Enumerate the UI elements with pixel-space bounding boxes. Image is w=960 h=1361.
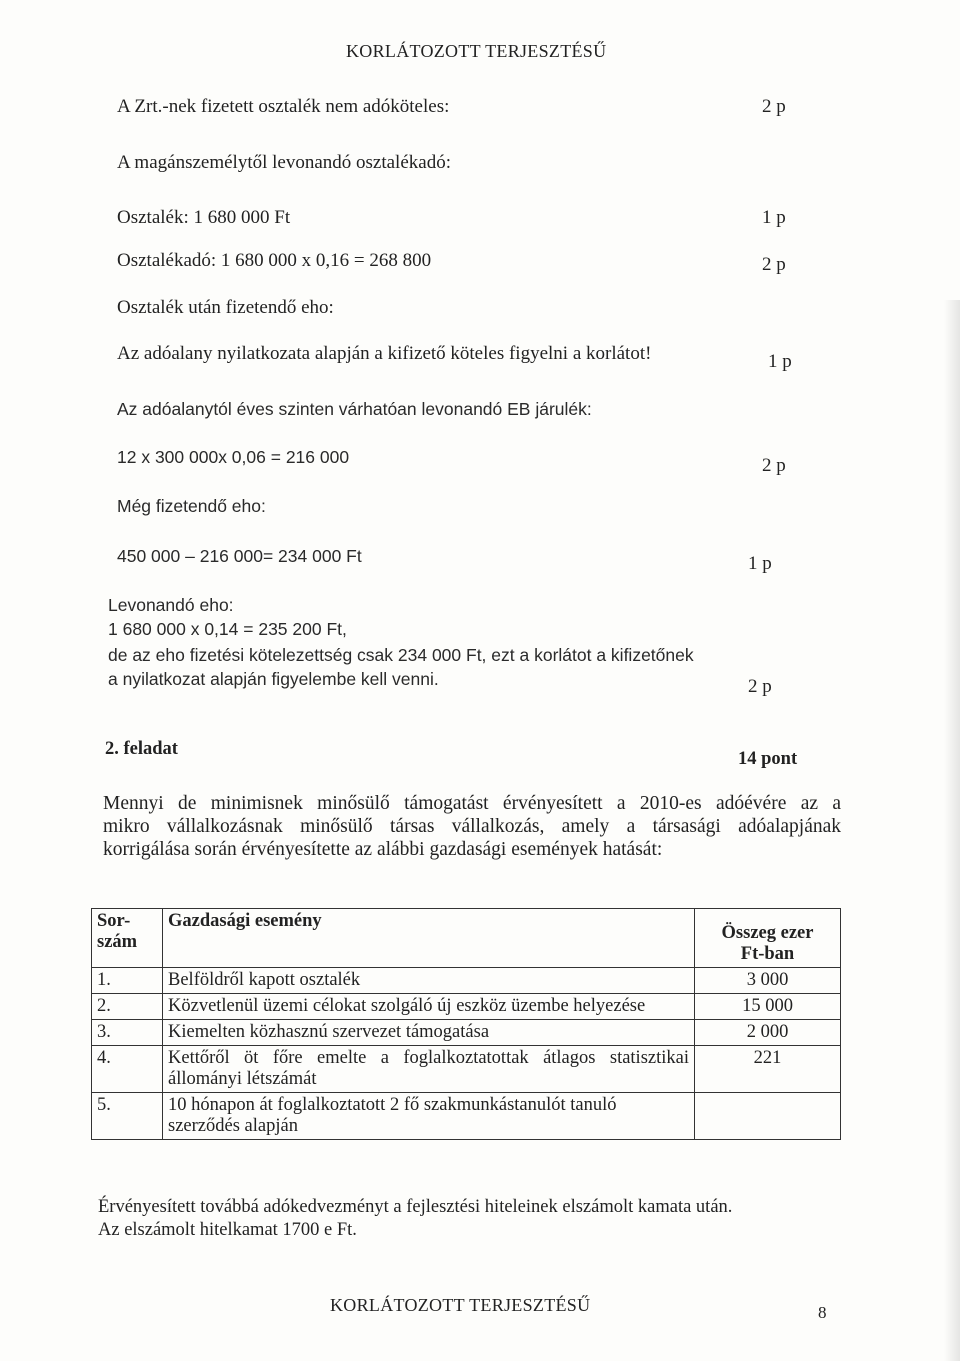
task-title: 2. feladat xyxy=(105,739,178,759)
points-line-4: 2 p xyxy=(762,254,786,275)
events-table xyxy=(91,908,841,1140)
line-dividend-amount: Osztalék: 1 680 000 Ft xyxy=(117,207,291,228)
line-zrt-dividend: A Zrt.-nek fizetett osztalék nem adóköteles: xyxy=(117,96,450,117)
row-number: 2. xyxy=(92,994,163,1020)
task-intro-line-2: mikro vállalkozásnak minősülő társas vállalkozás, amely a társasági adóalapjának xyxy=(103,816,841,837)
line-declaration-note: Az adóalany nyilatkozata alapján a kifizető köteles figyelni a korlátot! xyxy=(117,343,652,364)
row-number: 1. xyxy=(92,968,163,994)
line-eb-contribution: Az adóalanytól éves szinten várhatóan levonandó EB járulék: xyxy=(117,399,592,419)
line-eb-calc: 12 x 300 000x 0,06 = 216 000 xyxy=(117,447,350,467)
header-amount-line-2: Ft-ban xyxy=(740,944,795,964)
levonando-note-1: de az eho fizetési kötelezettség csak 234 000 Ft, ezt a korlátot a kifizetőnek xyxy=(108,645,694,665)
table-row xyxy=(92,1020,841,1046)
row-amount: 221 xyxy=(695,1046,841,1093)
header-amount-line-1: Összeg ezer xyxy=(721,923,814,943)
row-amount: 2 000 xyxy=(695,1020,841,1046)
header-amount xyxy=(695,909,841,968)
points-levonando: 2 p xyxy=(748,676,772,697)
task-intro xyxy=(103,792,841,861)
page-header: KORLÁTOZOTT TERJESZTÉSŰ xyxy=(346,41,607,61)
line-remaining-eho: Még fizetendő eho: xyxy=(117,496,266,516)
line-eho-payable: Osztalék után fizetendő eho: xyxy=(117,297,334,318)
line-dividend-tax-calc: Osztalékadó: 1 680 000 x 0,16 = 268 800 xyxy=(117,250,432,271)
task-intro-line-3: korrigálása során érvényesítette az alábbi gazdasági események hatását: xyxy=(103,839,663,860)
task-intro-line-1: Mennyi de minimisnek minősülő támogatást érvényesített a 2010-es adóévére az a xyxy=(103,793,841,814)
task-points: 14 pont xyxy=(738,749,798,769)
row-number: 3. xyxy=(92,1020,163,1046)
table-row xyxy=(92,1046,841,1093)
row-event: Kettőről öt főre emelte a foglalkoztatottak átlagos statisztikai állományi létszámát xyxy=(163,1046,695,1093)
page-number: 8 xyxy=(818,1303,827,1322)
levonando-note-2: a nyilatkozat alapján figyelembe kell venni. xyxy=(108,669,439,689)
line-remaining-eho-calc: 450 000 – 216 000= 234 000 Ft xyxy=(117,546,362,566)
row-amount: 15 000 xyxy=(695,994,841,1020)
points-line-10: 1 p xyxy=(748,553,772,574)
points-line-6: 1 p xyxy=(768,351,792,372)
points-line-8: 2 p xyxy=(762,455,786,476)
points-line-3: 1 p xyxy=(762,207,786,228)
closing-line-1: Érvényesített továbbá adókedvezményt a fejlesztési hiteleinek elszámolt kamata után. xyxy=(98,1197,733,1217)
header-number-line-1: Sor- xyxy=(97,911,131,931)
levonando-label: Levonandó eho: xyxy=(108,595,234,615)
row-event: Belföldről kapott osztalék xyxy=(163,968,695,994)
table-row xyxy=(92,968,841,994)
row-event: 10 hónapon át foglalkoztatott 2 fő szakmunkástanulót tanuló szerződés alapján xyxy=(163,1093,695,1140)
closing-line-2: Az elszámolt hitelkamat 1700 e Ft. xyxy=(98,1220,357,1240)
row-number: 4. xyxy=(92,1046,163,1093)
scan-edge-shadow xyxy=(944,300,960,1361)
header-number xyxy=(92,909,163,968)
row-amount xyxy=(695,1093,841,1140)
header-event: Gazdasági esemény xyxy=(163,909,695,968)
row-number: 5. xyxy=(92,1093,163,1140)
points-line-1: 2 p xyxy=(762,96,786,117)
row-event: Közvetlenül üzemi célokat szolgáló új eszköz üzembe helyezése xyxy=(163,994,695,1020)
line-private-dividend-tax: A magánszemélytől levonandó osztalékadó: xyxy=(117,152,451,173)
table-row xyxy=(92,1093,841,1140)
table-row xyxy=(92,994,841,1020)
levonando-calc: 1 680 000 x 0,14 = 235 200 Ft, xyxy=(108,619,347,639)
page-footer: KORLÁTOZOTT TERJESZTÉSŰ xyxy=(330,1295,591,1315)
row-event: Kiemelten közhasznú szervezet támogatása xyxy=(163,1020,695,1046)
header-number-line-2: szám xyxy=(97,932,138,952)
table-header-row xyxy=(92,909,841,968)
row-amount: 3 000 xyxy=(695,968,841,994)
